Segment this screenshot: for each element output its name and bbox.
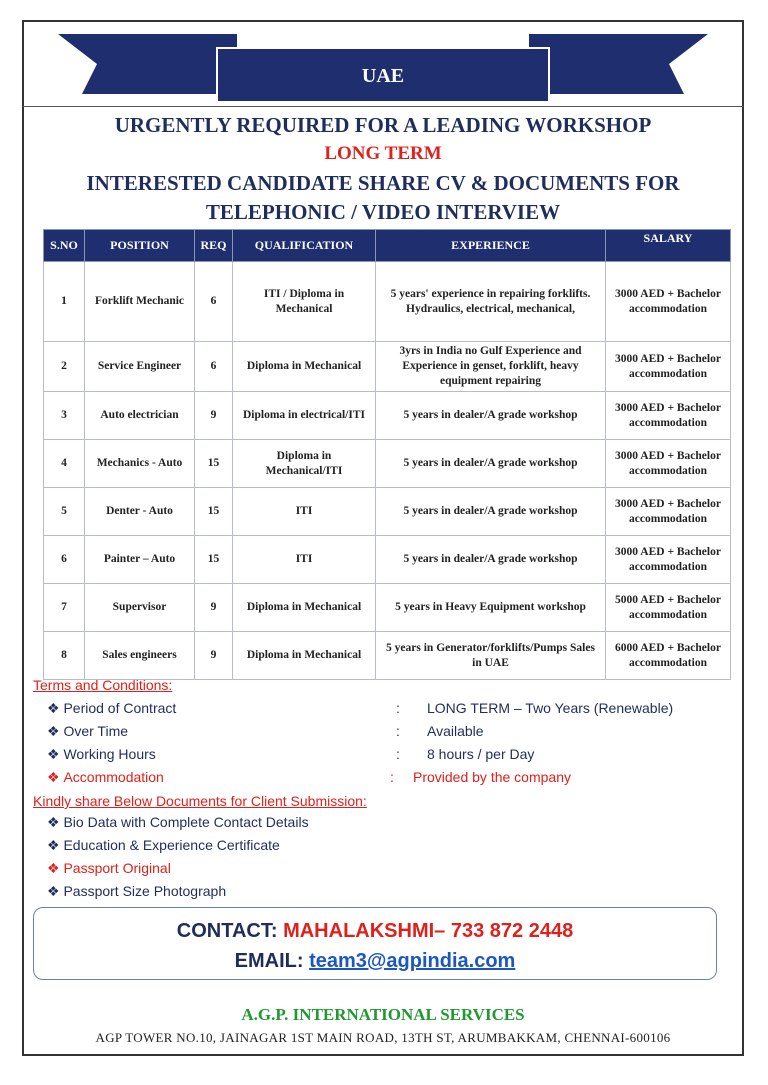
cell-qualification: Diploma in Mechanical bbox=[233, 342, 376, 392]
cell-experience: 5 years in Heavy Equipment workshop bbox=[376, 584, 606, 632]
cell-req: 9 bbox=[195, 584, 233, 632]
cell-experience: 5 years in Generator/forklifts/Pumps Sales in UAE bbox=[376, 632, 606, 680]
cell-experience: 5 years in dealer/A grade workshop bbox=[376, 440, 606, 488]
table-row bbox=[44, 488, 731, 536]
cell-sno: 1 bbox=[44, 262, 85, 342]
terms-title: Terms and Conditions: bbox=[33, 677, 173, 693]
diamond-bullet-icon: ❖ bbox=[47, 769, 60, 785]
diamond-bullet-icon: ❖ bbox=[47, 814, 60, 830]
document-label: Passport Size Photograph bbox=[63, 883, 227, 899]
cell-salary: 3000 AED + Bachelor accommodation bbox=[606, 488, 731, 536]
email-line bbox=[34, 950, 716, 973]
cell-sno: 7 bbox=[44, 584, 85, 632]
cell-salary: 5000 AED + Bachelor accommodation bbox=[606, 584, 731, 632]
cell-qualification: Diploma in electrical/ITI bbox=[233, 392, 376, 440]
instruction-line-1: INTERESTED CANDIDATE SHARE CV & DOCUMENTS FOR bbox=[86, 171, 680, 195]
table-row bbox=[44, 632, 731, 680]
cell-req: 15 bbox=[195, 440, 233, 488]
cell-experience: 5 years in dealer/A grade workshop bbox=[376, 536, 606, 584]
cell-position: Service Engineer bbox=[85, 342, 195, 392]
table-header-row bbox=[44, 230, 731, 262]
terms-item bbox=[47, 700, 176, 717]
header-experience: EXPERIENCE bbox=[376, 230, 606, 262]
cell-req: 15 bbox=[195, 536, 233, 584]
terms-colon: : bbox=[396, 700, 400, 716]
terms-colon: : bbox=[396, 746, 400, 762]
company-address: AGP TOWER NO.10, JAINAGAR 1ST MAIN ROAD, 13TH ST, ARUMBAKKAM, CHENNAI-600106 bbox=[95, 1030, 671, 1045]
document-label: Education & Experience Certificate bbox=[63, 837, 280, 853]
table-row bbox=[44, 342, 731, 392]
cell-qualification: ITI / Diploma in Mechanical bbox=[233, 262, 376, 342]
cell-position: Sales engineers bbox=[85, 632, 195, 680]
document-label: Passport Original bbox=[63, 860, 171, 876]
contact-phone[interactable]: MAHALAKSHMI– 733 872 2448 bbox=[283, 920, 574, 942]
diamond-bullet-icon: ❖ bbox=[47, 860, 60, 876]
terms-item bbox=[47, 769, 164, 786]
banner-title: UAE bbox=[361, 65, 405, 87]
table-row bbox=[44, 584, 731, 632]
cell-qualification: Diploma in Mechanical bbox=[233, 584, 376, 632]
document-item bbox=[47, 814, 309, 831]
terms-item bbox=[47, 723, 128, 740]
table-row bbox=[44, 262, 731, 342]
cell-sno: 6 bbox=[44, 536, 85, 584]
header-divider bbox=[22, 106, 744, 107]
header-req: REQ bbox=[195, 230, 233, 262]
terms-label: Period of Contract bbox=[63, 700, 177, 716]
diamond-bullet-icon: ❖ bbox=[47, 723, 60, 739]
cell-qualification: ITI bbox=[233, 488, 376, 536]
terms-item bbox=[47, 746, 156, 763]
cell-salary: 3000 AED + Bachelor accommodation bbox=[606, 440, 731, 488]
table-row bbox=[44, 440, 731, 488]
header-sno: S.NO bbox=[44, 230, 85, 262]
contact-box bbox=[33, 907, 717, 980]
cell-sno: 8 bbox=[44, 632, 85, 680]
cell-position: Mechanics - Auto bbox=[85, 440, 195, 488]
cell-position: Forklift Mechanic bbox=[85, 262, 195, 342]
terms-colon: : bbox=[390, 769, 394, 785]
terms-value: 8 hours / per Day bbox=[427, 746, 535, 762]
cell-req: 9 bbox=[195, 392, 233, 440]
email-label: EMAIL: bbox=[234, 950, 304, 972]
terms-value: Provided by the company bbox=[413, 769, 571, 785]
table-row bbox=[44, 392, 731, 440]
cell-salary: 3000 AED + Bachelor accommodation bbox=[606, 392, 731, 440]
header-qualification: QUALIFICATION bbox=[233, 230, 376, 262]
instruction-line-2: TELEPHONIC / VIDEO INTERVIEW bbox=[205, 200, 561, 224]
cell-position: Auto electrician bbox=[85, 392, 195, 440]
terms-label: Working Hours bbox=[63, 746, 156, 762]
terms-value: Available bbox=[427, 723, 484, 739]
document-item bbox=[47, 860, 171, 877]
jobs-table bbox=[43, 229, 731, 680]
table-row bbox=[44, 536, 731, 584]
cell-experience: 5 years in dealer/A grade workshop bbox=[376, 488, 606, 536]
headline: URGENTLY REQUIRED FOR A LEADING WORKSHOP bbox=[114, 113, 652, 137]
cell-qualification: Diploma in Mechanical/ITI bbox=[233, 440, 376, 488]
cell-experience: 5 years' experience in repairing forklifts. Hydraulics, electrical, mechanical, bbox=[376, 262, 606, 342]
cell-req: 9 bbox=[195, 632, 233, 680]
diamond-bullet-icon: ❖ bbox=[47, 700, 60, 716]
uae-banner bbox=[22, 20, 744, 110]
instruction-heading bbox=[22, 169, 744, 227]
cell-qualification: Diploma in Mechanical bbox=[233, 632, 376, 680]
cell-sno: 2 bbox=[44, 342, 85, 392]
cell-salary: 3000 AED + Bachelor accommodation bbox=[606, 262, 731, 342]
company-name: A.G.P. INTERNATIONAL SERVICES bbox=[241, 1005, 525, 1024]
cell-sno: 5 bbox=[44, 488, 85, 536]
cell-qualification: ITI bbox=[233, 536, 376, 584]
header-salary: SALARY bbox=[606, 230, 731, 262]
cell-salary: 3000 AED + Bachelor accommodation bbox=[606, 536, 731, 584]
diamond-bullet-icon: ❖ bbox=[47, 883, 60, 899]
header-position: POSITION bbox=[85, 230, 195, 262]
cell-position: Denter - Auto bbox=[85, 488, 195, 536]
cell-experience: 3yrs in India no Gulf Experience and Experience in genset, forklift, heavy equipment repairing bbox=[376, 342, 606, 392]
document-label: Bio Data with Complete Contact Details bbox=[63, 814, 309, 830]
cell-sno: 4 bbox=[44, 440, 85, 488]
contact-line bbox=[34, 920, 716, 943]
contact-label: CONTACT: bbox=[176, 920, 278, 942]
document-item bbox=[47, 883, 226, 900]
cell-req: 6 bbox=[195, 262, 233, 342]
cell-salary: 3000 AED + Bachelor accommodation bbox=[606, 342, 731, 392]
terms-colon: : bbox=[396, 723, 400, 739]
terms-label: Accommodation bbox=[63, 769, 164, 785]
subheadline-long-term: LONG TERM bbox=[324, 143, 442, 164]
diamond-bullet-icon: ❖ bbox=[47, 837, 60, 853]
cell-salary: 6000 AED + Bachelor accommodation bbox=[606, 632, 731, 680]
cell-experience: 5 years in dealer/A grade workshop bbox=[376, 392, 606, 440]
email-link[interactable]: team3@agpindia.com bbox=[309, 950, 516, 972]
terms-value: LONG TERM – Two Years (Renewable) bbox=[427, 700, 674, 716]
cell-position: Painter – Auto bbox=[85, 536, 195, 584]
cell-req: 6 bbox=[195, 342, 233, 392]
cell-req: 15 bbox=[195, 488, 233, 536]
cell-sno: 3 bbox=[44, 392, 85, 440]
diamond-bullet-icon: ❖ bbox=[47, 746, 60, 762]
terms-label: Over Time bbox=[63, 723, 129, 739]
document-item bbox=[47, 837, 280, 854]
documents-title: Kindly share Below Documents for Client Submission: bbox=[33, 793, 367, 809]
cell-position: Supervisor bbox=[85, 584, 195, 632]
